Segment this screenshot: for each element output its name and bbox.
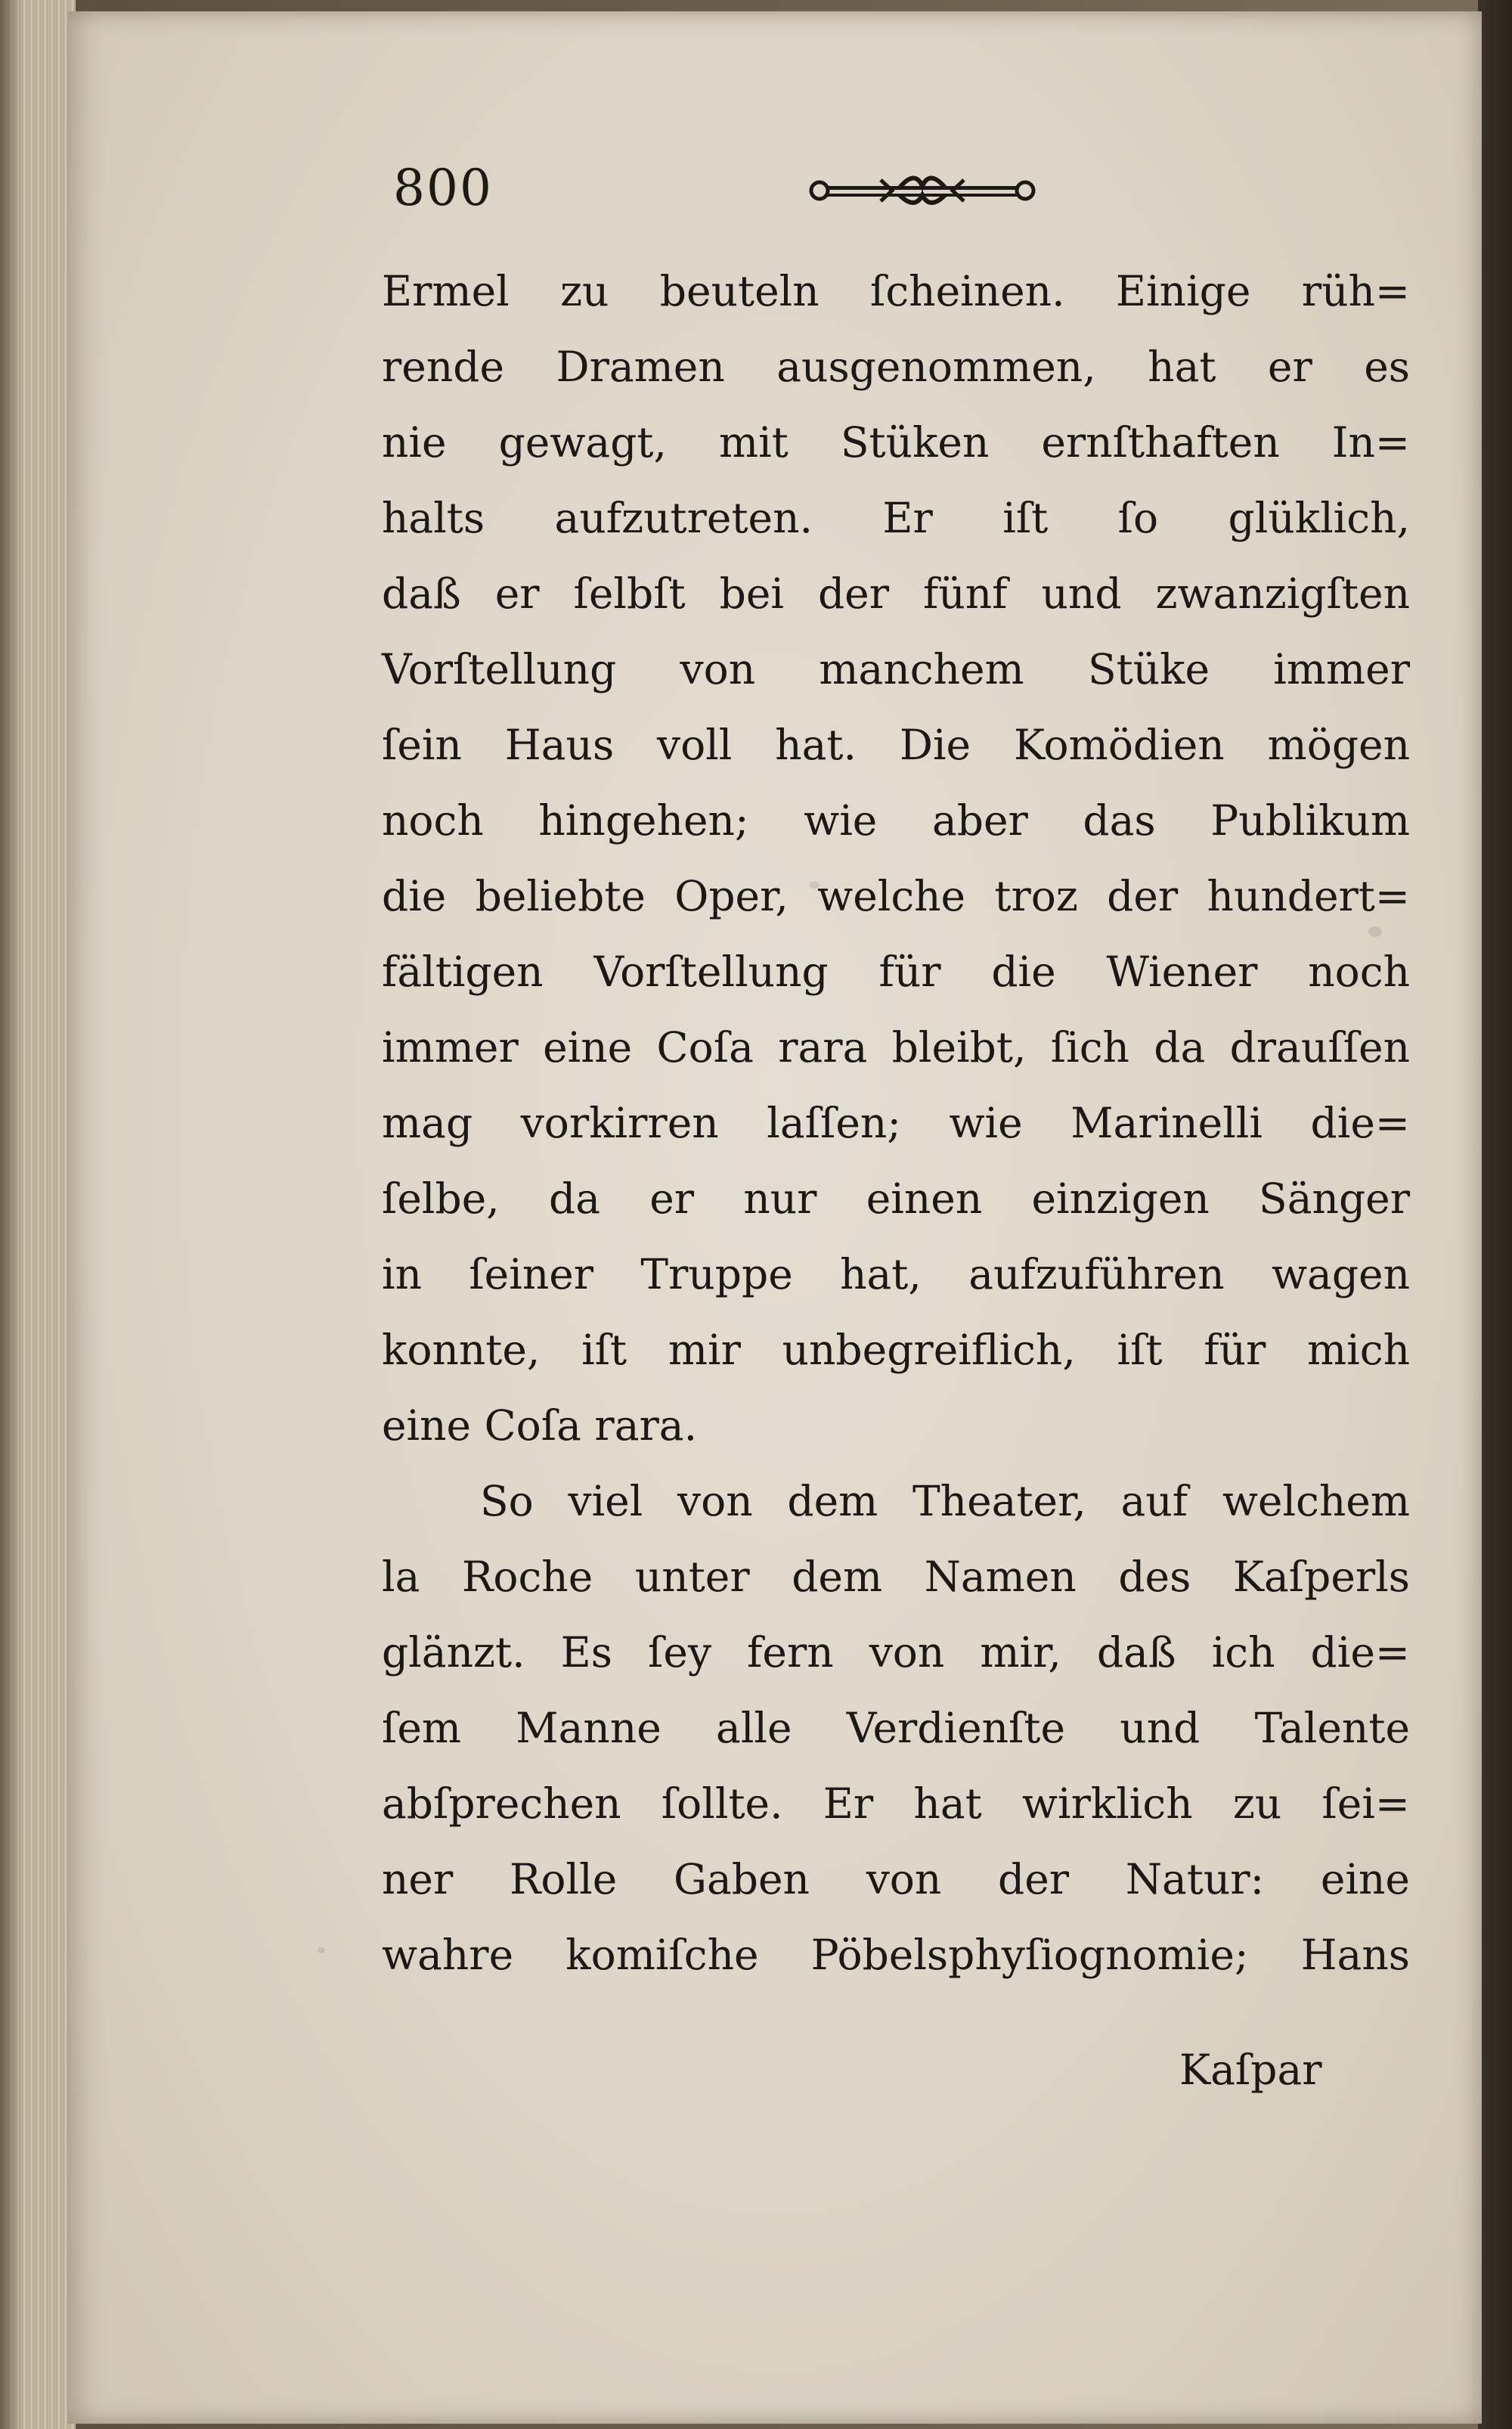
text-line: noch hingehen; wie aber das Publikum xyxy=(382,796,1410,845)
page-number: 800 xyxy=(393,159,493,217)
ornament-rule-icon xyxy=(809,163,1036,216)
text-line: nie gewagt, mit Stüken ernſthaften In= xyxy=(382,418,1410,467)
text-line: glänzt. Es ſey fern von mir, daß ich die= xyxy=(382,1628,1410,1677)
text-line: Vorſtellung von manchem Stüke immer xyxy=(382,645,1410,693)
catchword: Kaſpar xyxy=(1179,2046,1322,2094)
text-line: ner Rolle Gaben von der Natur: eine xyxy=(382,1855,1410,1903)
edge-shadow xyxy=(0,0,23,2429)
book-page xyxy=(68,11,1482,2424)
page-header xyxy=(393,159,1225,227)
text-line: ſem Manne alle Verdienſte und Talente xyxy=(382,1704,1410,1752)
text-line: mag vorkirren laſſen; wie Marinelli die= xyxy=(382,1099,1410,1147)
text-line: in ſeiner Truppe hat, aufzuführen wagen xyxy=(382,1250,1410,1298)
text-line: daß er ſelbſt bei der fünf und zwanzigſten xyxy=(382,569,1410,618)
text-line: Ermel zu beuteln ſcheinen. Einige rüh= xyxy=(382,267,1410,315)
paragraph-start-line: So viel von dem Theater, auf welchem xyxy=(480,1477,1410,1525)
text-line: fältigen Vorſtellung für die Wiener noch xyxy=(382,948,1410,996)
body-text xyxy=(382,253,1410,1993)
text-line: ſein Haus voll hat. Die Komödien mögen xyxy=(382,721,1410,769)
text-line: ſelbe, da er nur einen einzigen Sänger xyxy=(382,1174,1410,1223)
text-line: die beliebte Oper, welche troz der hundert= xyxy=(382,872,1410,920)
text-line: halts aufzutreten. Er iſt ſo glüklich, xyxy=(382,494,1410,542)
text-line: konnte, iſt mir unbegreiflich, iſt für mich xyxy=(382,1326,1410,1374)
text-line: abſprechen ſollte. Er hat wirklich zu ſei= xyxy=(382,1779,1410,1828)
text-line: wahre komiſche Pöbelsphyſiognomie; Hans xyxy=(382,1931,1410,1979)
text-line: rende Dramen ausgenommen, hat er es xyxy=(382,343,1410,391)
binding-shadow xyxy=(1478,0,1512,2429)
text-line: eine Coſa rara. xyxy=(382,1401,698,1450)
text-line: immer eine Coſa rara bleibt, ſich da drauſſen xyxy=(382,1023,1410,1072)
text-line: la Roche unter dem Namen des Kaſperls xyxy=(382,1553,1410,1601)
